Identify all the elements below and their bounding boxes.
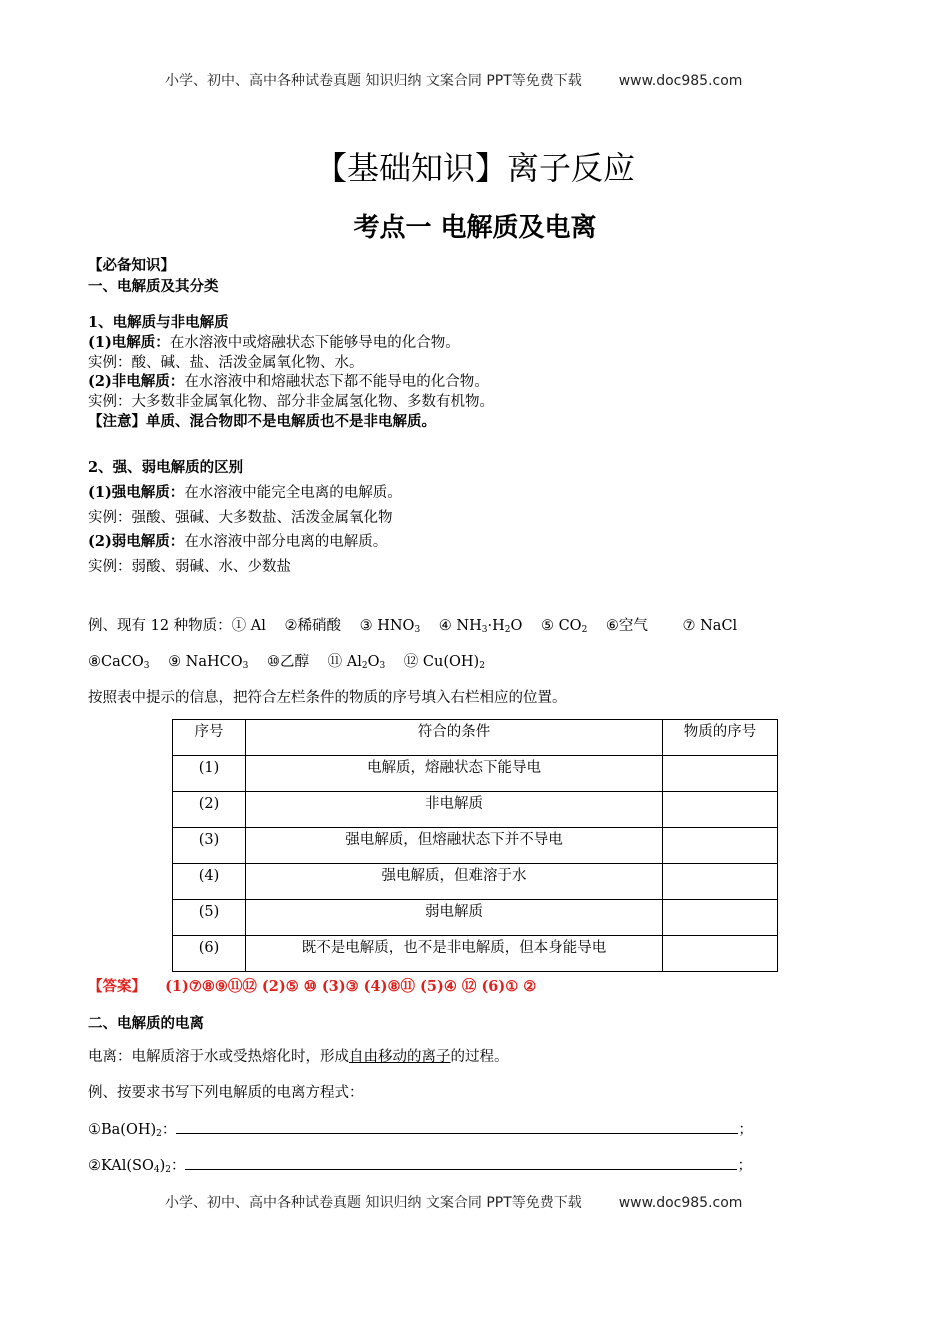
substance: ③ $HNO_3$ [359,618,421,635]
table-row [173,828,778,864]
answer-blank[interactable] [185,1154,737,1170]
substance: ⑩乙醇 [267,654,309,670]
substance: ⑧CaCO$_3$ [88,654,150,671]
page-title: 【基础知识】离子反应 [314,149,635,187]
heading-1-2: 2、强、弱电解质的区别 [88,459,244,476]
definition-label: (2)非电解质： [88,373,185,390]
ionization-definition: 电离：电解质溶于水或受热熔化时，形成自由移动的离子的过程。 [88,1049,509,1065]
row-condition: 既不是电解质，也不是非电解质，但本身能导电 [246,936,663,972]
page-subtitle: 考点一 电解质及电离 [353,213,597,243]
instruction: 按照表中提示的信息，把符合左栏条件的物质的序号填入右栏相应的位置。 [88,690,567,706]
substance: ⑤ $CO_2$ [540,618,588,635]
row-number: (5) [173,900,246,936]
definition-label: (1)强电解质： [88,484,185,501]
substance: ⑨ NaHCO$_3$ [168,654,249,671]
answer-cell[interactable] [663,792,778,828]
substance: ②稀硝酸 [284,618,341,634]
definition-text: 在水溶液中部分电离的电解质。 [184,534,388,550]
definition-weak [88,530,387,551]
row-number: (3) [173,828,246,864]
example-2: 例、按要求书写下列电解质的电离方程式： [88,1085,364,1101]
row-number: (4) [173,864,246,900]
substance: ⑪ $Al_2O_3$ [327,654,386,671]
equation-1: $①Ba(OH)_2$： ； [88,1118,753,1139]
header-text: 小学、初中、高中各种试卷真题 知识归纳 文案合同 PPT等免费下载 [165,73,582,89]
row-number: (6) [173,936,246,972]
substance: ⑦ NaCl [682,618,738,634]
substance: ⑥空气 [605,618,648,634]
col-header: 物质的序号 [663,720,778,756]
example-line: 实例：弱酸、弱碱、水、少数盐 [88,559,291,575]
row-number: (2) [173,792,246,828]
definition-label: (1)电解质： [88,334,170,351]
substances-line-2 [88,650,485,671]
answer-blank[interactable] [176,1118,738,1134]
row-condition: 电解质，熔融状态下能导电 [246,756,663,792]
answer-label: 【答案】 [88,978,146,995]
page-footer [165,1192,742,1212]
heading-1-1: 1、电解质与非电解质 [88,314,229,331]
note: 【注意】单质、混合物即不是电解质也不是非电解质。 [88,413,436,430]
col-header: 符合的条件 [246,720,663,756]
answer-cell[interactable] [663,828,778,864]
example-line: 实例：大多数非金属氧化物、部分非金属氢化物、多数有机物。 [88,394,494,410]
table-row [173,792,778,828]
row-condition: 非电解质 [246,792,663,828]
table-row [173,864,778,900]
substances-line-1 [88,614,737,635]
table-row [173,936,778,972]
definition-text: 在水溶液中或熔融状态下能够导电的化合物。 [169,335,460,351]
equation-2: $②KAl(SO_4)_2$： ； [88,1154,752,1175]
footer-text: 小学、初中、高中各种试卷真题 知识归纳 文案合同 PPT等免费下载 [165,1195,582,1211]
page-header [165,70,742,90]
heading-1: 一、电解质及其分类 [88,278,219,295]
definition-nonelectrolyte [88,370,489,391]
example-intro: 例、现有 12 种物质： [88,618,232,634]
key-term: 自由移动的离子 [349,1049,451,1065]
row-condition: 强电解质，但难溶于水 [246,864,663,900]
heading-2: 二、电解质的电离 [88,1015,204,1032]
answer-cell[interactable] [663,936,778,972]
definition-text: 在水溶液中和熔融状态下都不能导电的化合物。 [184,374,489,390]
answer-cell[interactable] [663,900,778,936]
substance: ① Al [231,618,266,634]
definition-text: 在水溶液中能完全电离的电解质。 [184,485,402,501]
classification-table [172,719,778,972]
table-row [173,756,778,792]
definition-strong [88,481,402,502]
substance: ⑫ $Cu(OH)_2$ [403,654,485,671]
answer-cell[interactable] [663,756,778,792]
col-header: 序号 [173,720,246,756]
example-line: 实例：强酸、强碱、大多数盐、活泼金属氧化物 [88,510,393,526]
definition-label: (2)弱电解质： [88,533,185,550]
row-number: (1) [173,756,246,792]
row-condition: 强电解质，但熔融状态下并不导电 [246,828,663,864]
answer-text: (1)⑦⑧⑨⑪⑫ (2)⑤ ⑩ (3)③ (4)⑧⑪ (5)④ ⑫ (6)① ② [165,978,537,995]
table-header-row [173,720,778,756]
example-line: 实例：酸、碱、盐、活泼金属氧化物、水。 [88,355,364,371]
substance: ④ $NH_3\cdot H_2O$ [438,618,523,635]
table-row [173,900,778,936]
equation-label: $②KAl(SO_4)_2$： [88,1158,186,1175]
answer-cell[interactable] [663,864,778,900]
section-label: 【必备知识】 [88,257,175,274]
row-condition: 弱电解质 [246,900,663,936]
answer-line [88,975,536,996]
header-site[interactable]: www.doc985.com [618,73,743,89]
definition-electrolyte [88,331,460,352]
footer-site[interactable]: www.doc985.com [618,1195,743,1211]
equation-label: $①Ba(OH)_2$： [88,1122,177,1139]
